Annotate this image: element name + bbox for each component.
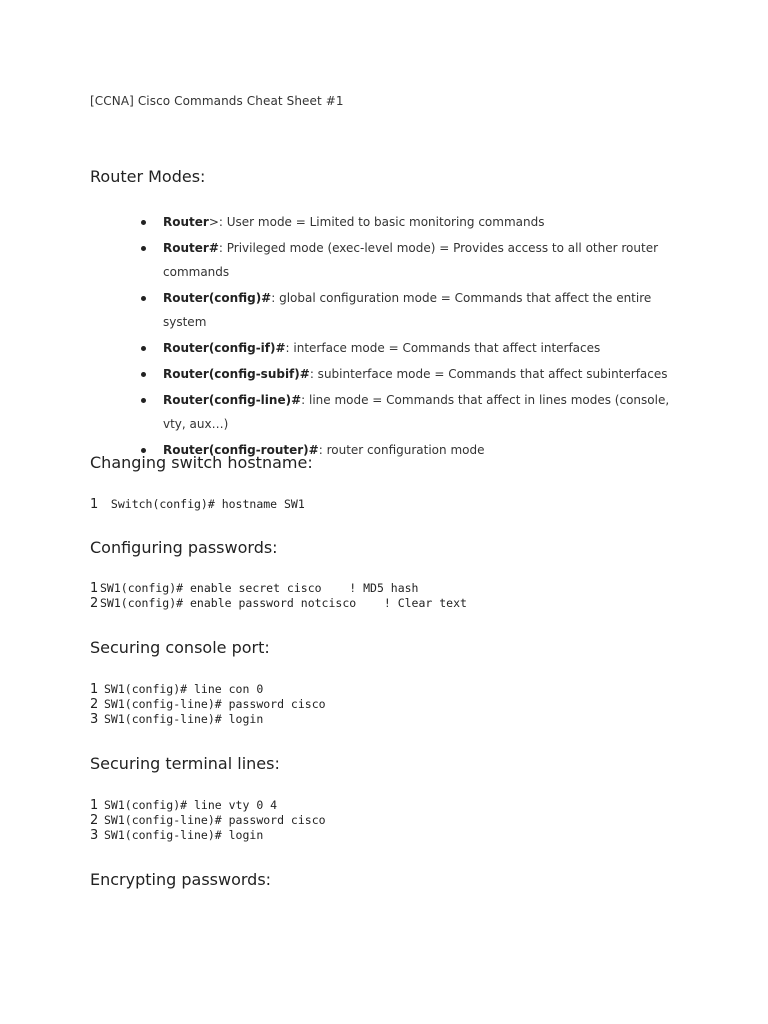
code-line [90, 596, 467, 611]
document-title: [CCNA] Cisco Commands Cheat Sheet #1 [90, 94, 344, 108]
code-line [90, 712, 326, 727]
mode-term: Router(config-line)# [163, 393, 302, 407]
code-block-passwords [90, 581, 467, 611]
code-block-hostname [90, 497, 305, 512]
code-block-terminal [90, 798, 326, 843]
code-text: SW1(config)# line vty 0 4 [104, 798, 278, 812]
line-number: 1 [90, 581, 99, 596]
code-text: SW1(config)# enable password notcisco ! Clear text [100, 596, 467, 610]
list-item [163, 336, 683, 360]
code-line [90, 813, 326, 828]
mode-term: Router [163, 215, 209, 229]
code-text: SW1(config-line)# login [104, 712, 264, 726]
heading-securing-terminal: Securing terminal lines: [90, 754, 280, 773]
line-number: 2 [90, 813, 99, 828]
code-block-console [90, 682, 326, 727]
mode-description: : line mode = Commands that affect in lines modes (console, vty, aux…) [163, 393, 670, 431]
mode-term: Router(config)# [163, 291, 272, 305]
line-number: 1 [90, 497, 99, 512]
mode-description: : global configuration mode = Commands that affect the entire system [163, 291, 652, 329]
code-text: SW1(config)# enable secret cisco ! MD5 hash [100, 581, 419, 595]
router-modes-list [163, 210, 683, 464]
code-line [90, 497, 305, 512]
heading-configuring-passwords: Configuring passwords: [90, 538, 278, 557]
code-line [90, 682, 326, 697]
code-text: SW1(config)# line con 0 [104, 682, 264, 696]
heading-securing-console: Securing console port: [90, 638, 270, 657]
code-line [90, 581, 467, 596]
code-line [90, 828, 326, 843]
mode-description: >: User mode = Limited to basic monitoring commands [208, 215, 545, 229]
mode-description: : subinterface mode = Commands that affect subinterfaces [309, 367, 668, 381]
line-number: 2 [90, 697, 99, 712]
code-text: SW1(config-line)# password cisco [104, 697, 326, 711]
line-number: 3 [90, 828, 99, 843]
mode-description: : router configuration mode [318, 443, 485, 457]
code-text: SW1(config-line)# password cisco [104, 813, 326, 827]
list-item [163, 388, 683, 436]
code-line [90, 697, 326, 712]
line-number: 1 [90, 798, 99, 813]
mode-term: Router(config-if)# [163, 341, 286, 355]
list-item [163, 362, 683, 386]
code-line [90, 798, 326, 813]
line-number: 3 [90, 712, 99, 727]
heading-encrypting-passwords: Encrypting passwords: [90, 870, 272, 889]
list-item [163, 286, 683, 334]
heading-router-modes: Router Modes: [90, 167, 206, 186]
line-number: 2 [90, 596, 99, 611]
mode-description: : Privileged mode (exec-level mode) = Provides access to all other router commands [163, 241, 659, 279]
code-text: SW1(config-line)# login [104, 828, 264, 842]
mode-term: Router(config-subif)# [163, 367, 310, 381]
list-item [163, 236, 683, 284]
code-text: Switch(config)# hostname SW1 [104, 497, 305, 511]
mode-term: Router(config-router)# [163, 443, 319, 457]
mode-term: Router# [163, 241, 219, 255]
mode-description: : interface mode = Commands that affect interfaces [285, 341, 601, 355]
line-number: 1 [90, 682, 99, 697]
heading-changing-hostname: Changing switch hostname: [90, 453, 313, 472]
list-item [163, 210, 683, 234]
